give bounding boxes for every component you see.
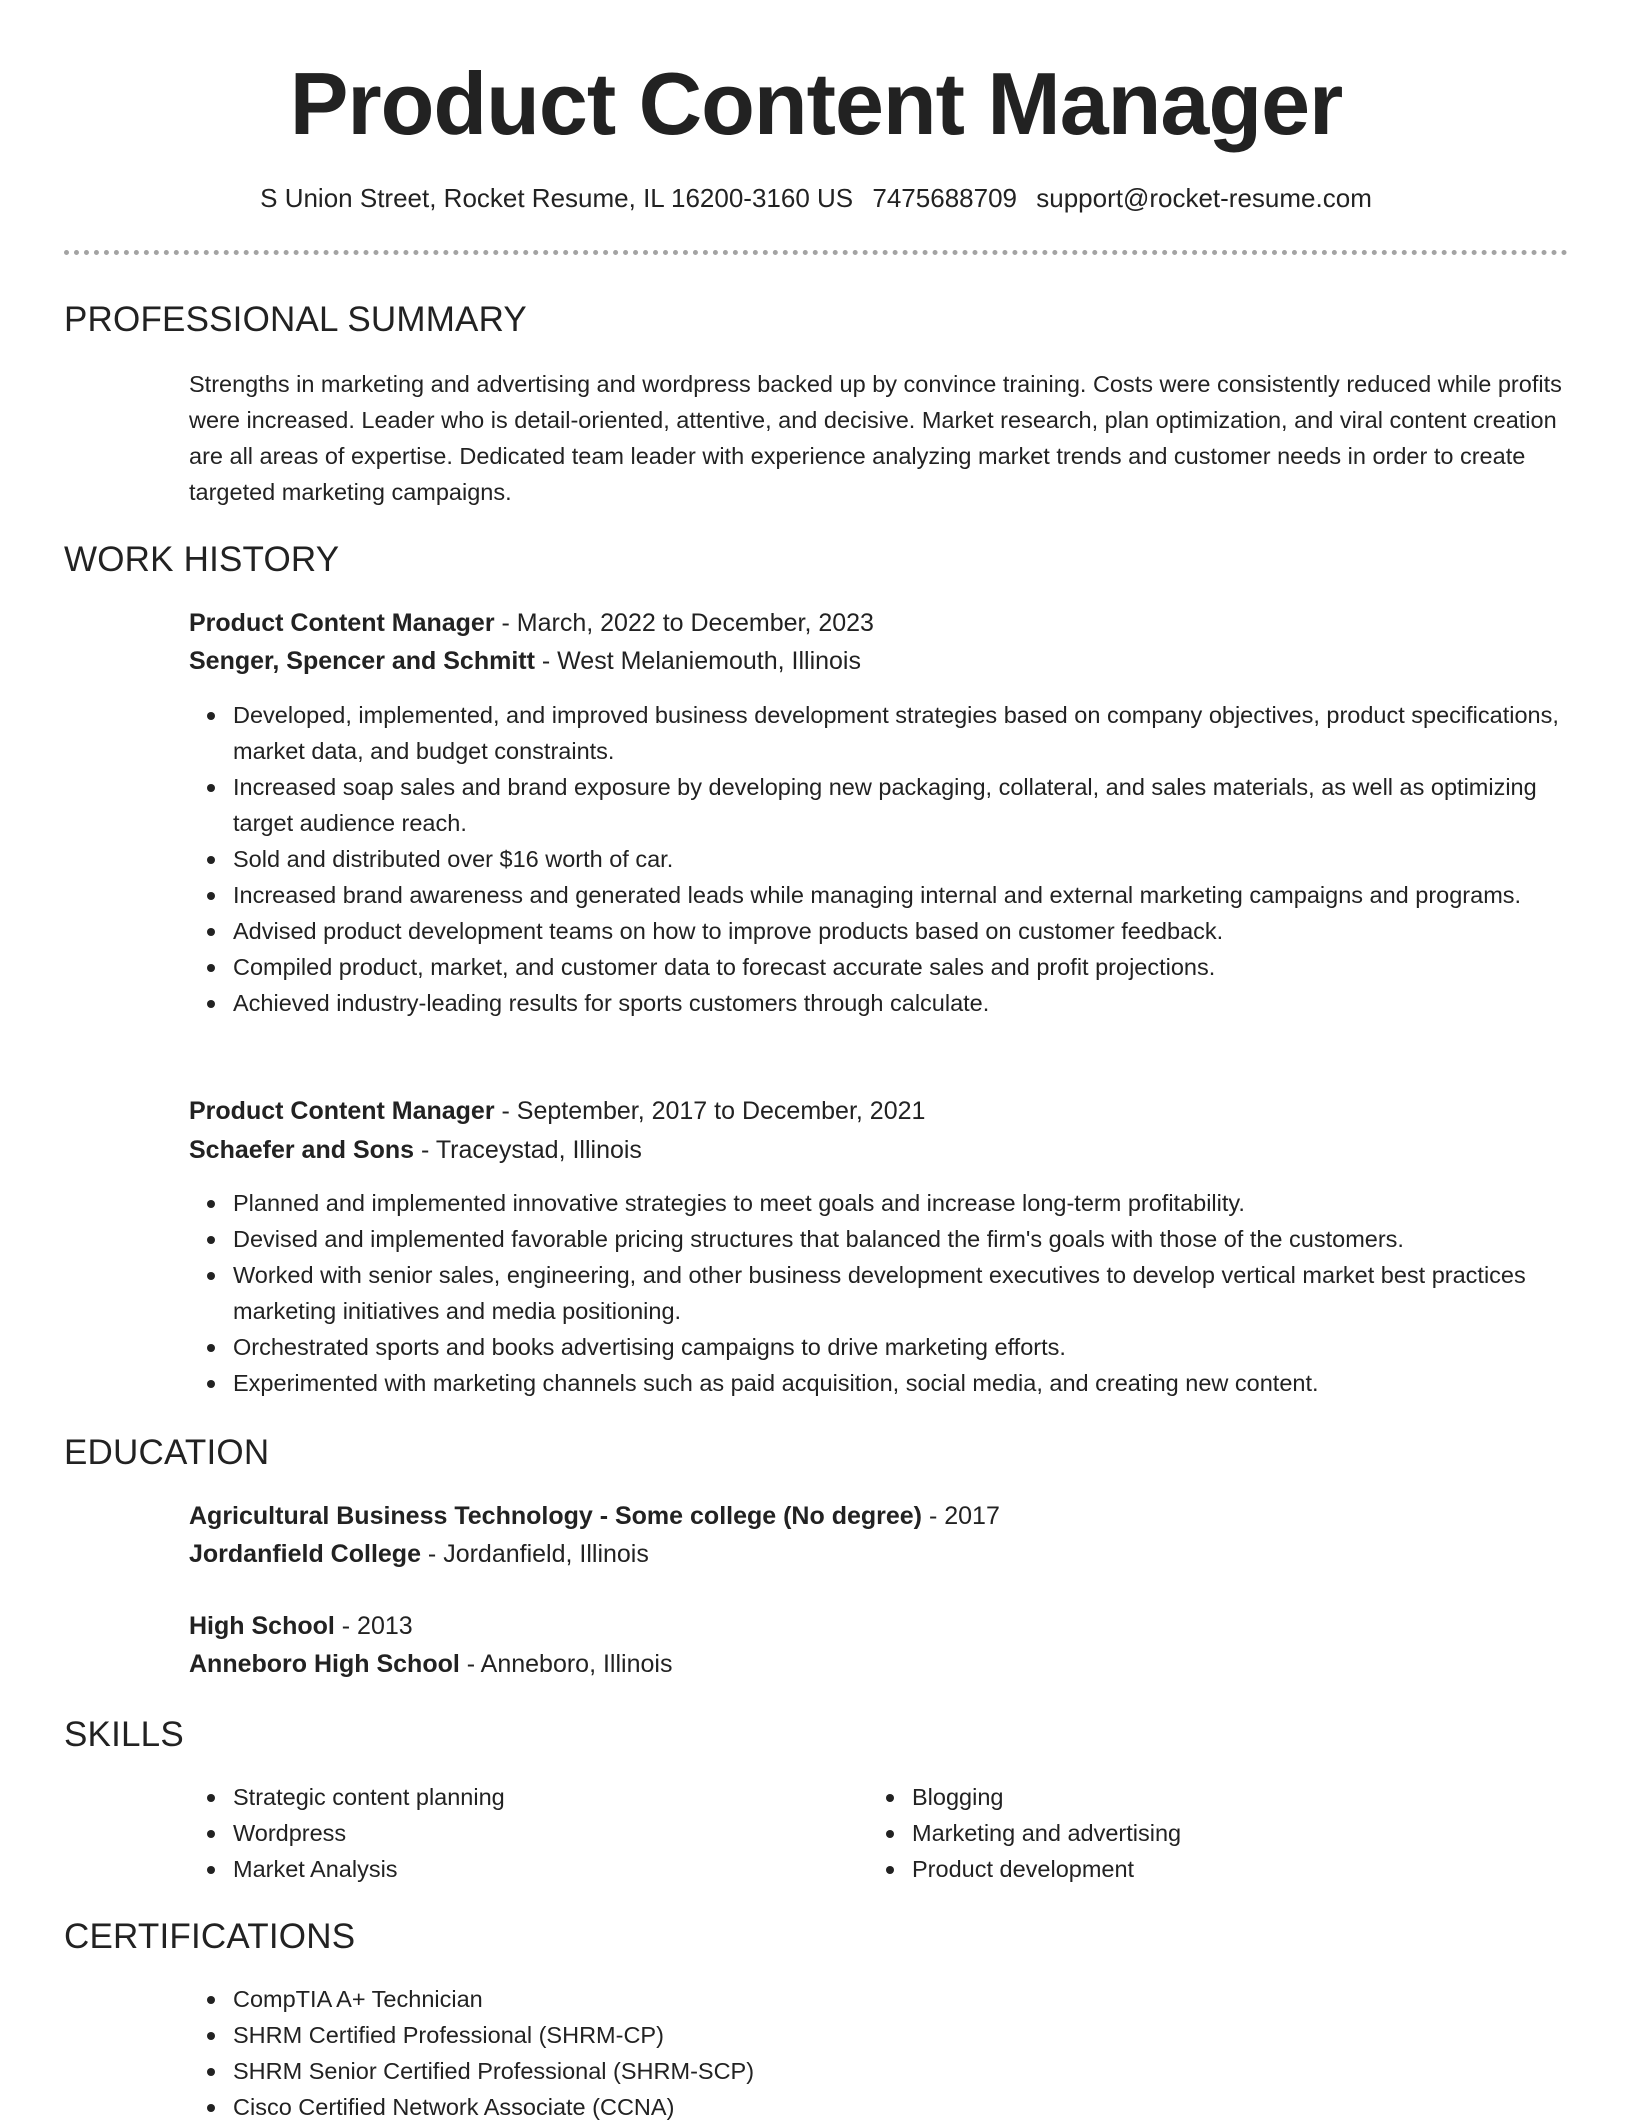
list-item: Achieved industry-leading results for sports customers through calculate. <box>233 985 1569 1021</box>
list-item: Devised and implemented favorable pricing structures that balanced the firm's goals with those of the customers. <box>233 1221 1569 1257</box>
job-1-company: Senger, Spencer and Schmitt <box>189 647 535 675</box>
section-title-education: EDUCATION <box>64 1433 270 1472</box>
job-1-company-line <box>189 642 861 680</box>
list-item: Product development <box>912 1851 1632 1887</box>
education-2-location: - Anneboro, Illinois <box>459 1650 673 1678</box>
education-2-school-line <box>189 1645 672 1683</box>
contact-phone: 7475688709 <box>872 183 1017 213</box>
education-1-school: Jordanfield College <box>189 1540 421 1568</box>
list-item: Blogging <box>912 1779 1632 1815</box>
education-1-year: - 2017 <box>922 1502 1000 1530</box>
resume-name: Product Content Manager <box>289 54 1343 153</box>
list-item: Cisco Certified Network Associate (CCNA) <box>233 2089 1569 2125</box>
education-2-degree-line <box>189 1607 413 1645</box>
list-item: Orchestrated sports and books advertising campaigns to drive marketing efforts. <box>233 1329 1569 1365</box>
list-item: Market Analysis <box>233 1851 1569 1887</box>
job-1-location: - West Melaniemouth, Illinois <box>534 647 861 675</box>
education-1-school-line <box>189 1535 649 1573</box>
education-2-school: Anneboro High School <box>189 1650 460 1678</box>
section-title-work-history: WORK HISTORY <box>64 540 340 579</box>
summary-text: Strengths in marketing and advertising and wordpress backed up by convince training. Costs were consistently reduced while profits were increased. Leader who is detail-oriented, attentive, and decisive. Market research, plan optimization, and viral content creation are all areas of expertise. Dedicated team leader with experience analyzing market trends and customer needs in order to create targeted marketing campaigns. <box>189 371 1562 505</box>
job-1-dates: - March, 2022 to December, 2023 <box>494 609 874 637</box>
job-2-company-line <box>189 1131 642 1169</box>
skills-right-list <box>868 1779 1632 1887</box>
header-divider <box>64 250 1568 255</box>
education-1-degree-line <box>189 1497 1000 1535</box>
job-2-bullets <box>189 1185 1569 1401</box>
list-item: Compiled product, market, and customer data to forecast accurate sales and profit projections. <box>233 949 1569 985</box>
list-item: Planned and implemented innovative strategies to meet goals and increase long-term profitability. <box>233 1185 1569 1221</box>
list-item: Marketing and advertising <box>912 1815 1632 1851</box>
job-2-role: Product Content Manager <box>189 1097 495 1125</box>
job-2-location: - Traceystad, Illinois <box>414 1136 642 1164</box>
education-1-location: - Jordanfield, Illinois <box>420 1540 649 1568</box>
job-2-company: Schaefer and Sons <box>189 1136 415 1164</box>
contact-line <box>0 180 1632 216</box>
job-1-title-line <box>189 604 874 642</box>
list-item: SHRM Certified Professional (SHRM-CP) <box>233 2017 1569 2053</box>
section-title-certifications: CERTIFICATIONS <box>64 1917 356 1956</box>
education-1-degree: Agricultural Business Technology - Some college (No degree) <box>189 1502 923 1530</box>
list-item: Wordpress <box>233 1815 1569 1851</box>
list-item: CompTIA A+ Technician <box>233 1981 1569 2017</box>
list-item: Sold and distributed over $16 worth of car. <box>233 841 1569 877</box>
section-title-summary: PROFESSIONAL SUMMARY <box>64 300 527 339</box>
list-item: Increased brand awareness and generated leads while managing internal and external marketing campaigns and programs. <box>233 877 1569 913</box>
list-item: Increased soap sales and brand exposure by developing new packaging, collateral, and sales materials, as well as optimizing target audience reach. <box>233 769 1569 841</box>
list-item: Worked with senior sales, engineering, and other business development executives to develop vertical market best practices marketing initiatives and media positioning. <box>233 1257 1569 1329</box>
list-item: Experimented with marketing channels such as paid acquisition, social media, and creating new content. <box>233 1365 1569 1401</box>
certifications-list <box>189 1981 1569 2125</box>
job-2-title-line <box>189 1092 925 1130</box>
job-1-role: Product Content Manager <box>189 609 495 637</box>
list-item: Advised product development teams on how to improve products based on customer feedback. <box>233 913 1569 949</box>
contact-address: S Union Street, Rocket Resume, IL 16200-3160 US <box>260 183 854 213</box>
list-item: Strategic content planning <box>233 1779 1569 1815</box>
job-1-bullets <box>189 697 1569 1021</box>
education-2-year: - 2013 <box>334 1612 413 1640</box>
section-title-skills: SKILLS <box>64 1715 184 1754</box>
education-2-degree: High School <box>189 1612 335 1640</box>
list-item: Developed, implemented, and improved business development strategies based on company objectives, product specifications, market data, and budget constraints. <box>233 697 1569 769</box>
contact-email: support@rocket-resume.com <box>1036 183 1372 213</box>
list-item: SHRM Senior Certified Professional (SHRM-SCP) <box>233 2053 1569 2089</box>
job-2-dates: - September, 2017 to December, 2021 <box>494 1097 926 1125</box>
